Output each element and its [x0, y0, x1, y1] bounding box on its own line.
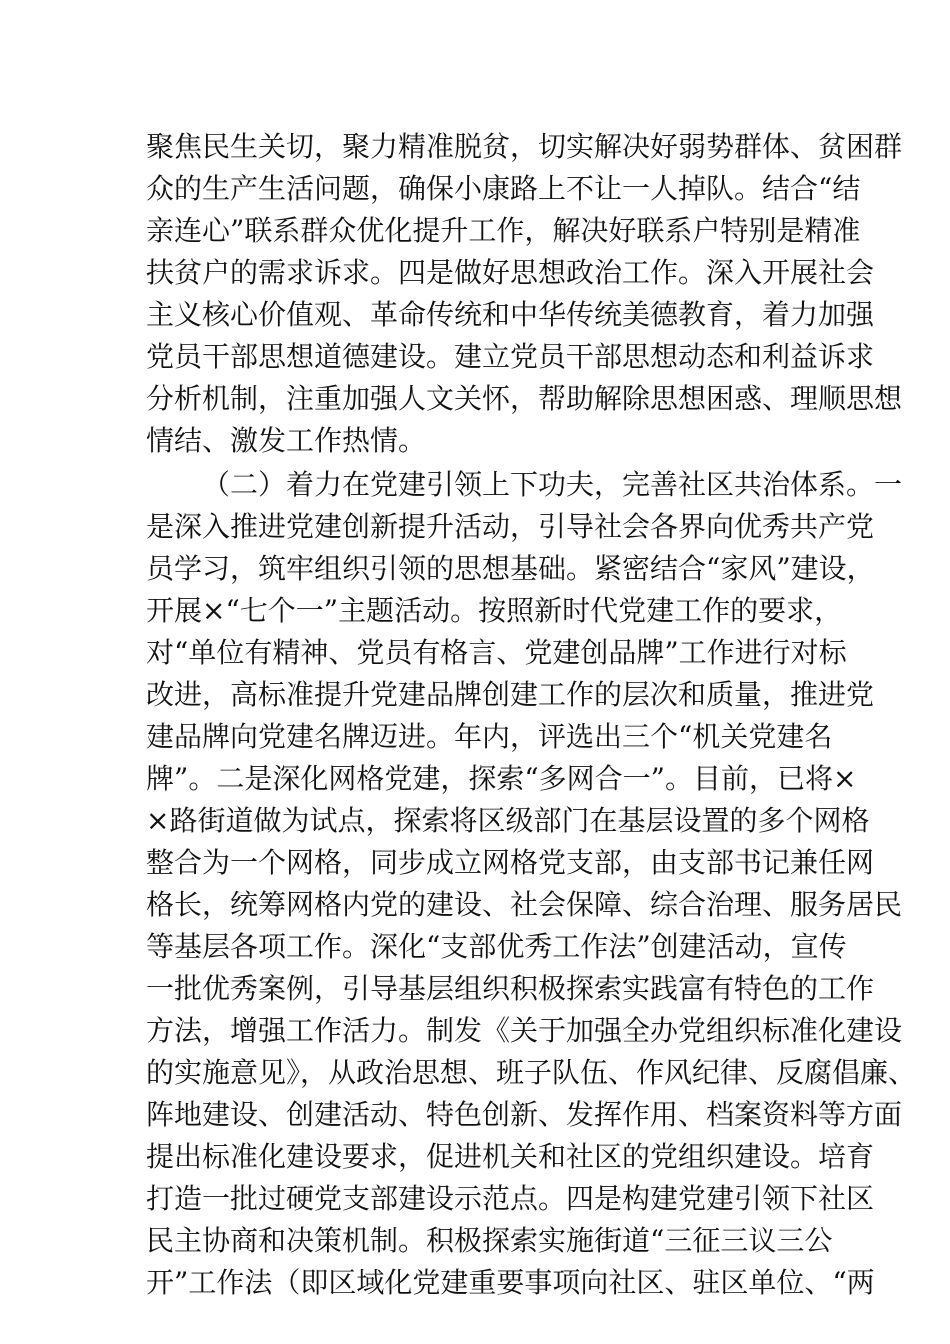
- text-line: 聚焦民生关切，聚力精准脱贫，切实解决好弱势群体、贫困群: [146, 130, 903, 163]
- text-line: 党员干部思想道德建设。建立党员干部思想动态和利益诉求: [146, 340, 875, 373]
- text-line: 方法，增强工作活力。制发《关于加强全办党组织标准化建设: [146, 1014, 903, 1047]
- text-line: 情结、激发工作热情。: [146, 424, 427, 457]
- text-line: 亲连心”联系群众优化提升工作，解决好联系户特别是精准: [146, 214, 861, 247]
- text-line: 提出标准化建设要求，促进机关和社区的党组织建设。培育: [146, 1140, 875, 1173]
- text-line: 民主协商和决策机制。积极探索实施街道“三征三议三公: [146, 1224, 833, 1257]
- text-line: 是深入推进党建创新提升活动，引导社会各界向优秀共产党: [146, 510, 875, 543]
- text-line: 阵地建设、创建活动、特色创新、发挥作用、档案资料等方面: [146, 1098, 903, 1131]
- text-line: 员学习，筑牢组织引领的思想基础。紧密结合“家风”建设，: [146, 552, 875, 585]
- text-line: 整合为一个网格，同步成立网格党支部，由支部书记兼任网: [146, 846, 875, 879]
- text-line: 建品牌向党建名牌迈进。年内，评选出三个“机关党建名: [146, 720, 833, 753]
- text-line: ×路街道做为试点，探索将区级部门在基层设置的多个网格: [146, 804, 870, 837]
- text-line: 众的生产生活问题，确保小康路上不让一人掉队。结合“结: [146, 172, 861, 205]
- text-line: 格长，统筹网格内党的建设、社会保障、综合治理、服务居民: [146, 888, 903, 921]
- text-line: 开”工作法（即区域化党建重要事项向社区、驻区单位、“两: [146, 1266, 875, 1299]
- text-line: 牌”。二是深化网格党建，探索“多网合一”。目前，已将×: [146, 762, 857, 795]
- text-line: 分析机制，注重加强人文关怀，帮助解除思想困惑、理顺思想: [146, 382, 903, 415]
- text-line: 一批优秀案例，引导基层组织积极探索实践富有特色的工作: [146, 972, 875, 1005]
- text-line: 打造一批过硬党支部建设示范点。四是构建党建引领下社区: [146, 1182, 875, 1215]
- text-line: 的实施意见》，从政治思想、班子队伍、作风纪律、反腐倡廉、: [146, 1056, 917, 1089]
- text-line: 开展×“七个一”主题活动。按照新时代党建工作的要求，: [146, 594, 843, 627]
- text-line: 改进，高标准提升党建品牌创建工作的层次和质量，推进党: [146, 678, 875, 711]
- text-line: 主义核心价值观、革命传统和中华传统美德教育，着力加强: [146, 298, 875, 331]
- text-line: 对“单位有精神、党员有格言、党建创品牌”工作进行对标: [146, 636, 847, 669]
- section-heading-line: （二）着力在党建引领上下功夫，完善社区共治体系。一: [202, 468, 903, 501]
- text-line: 扶贫户的需求诉求。四是做好思想政治工作。深入开展社会: [146, 256, 875, 289]
- text-line: 等基层各项工作。深化“支部优秀工作法”创建活动，宣传: [146, 930, 847, 963]
